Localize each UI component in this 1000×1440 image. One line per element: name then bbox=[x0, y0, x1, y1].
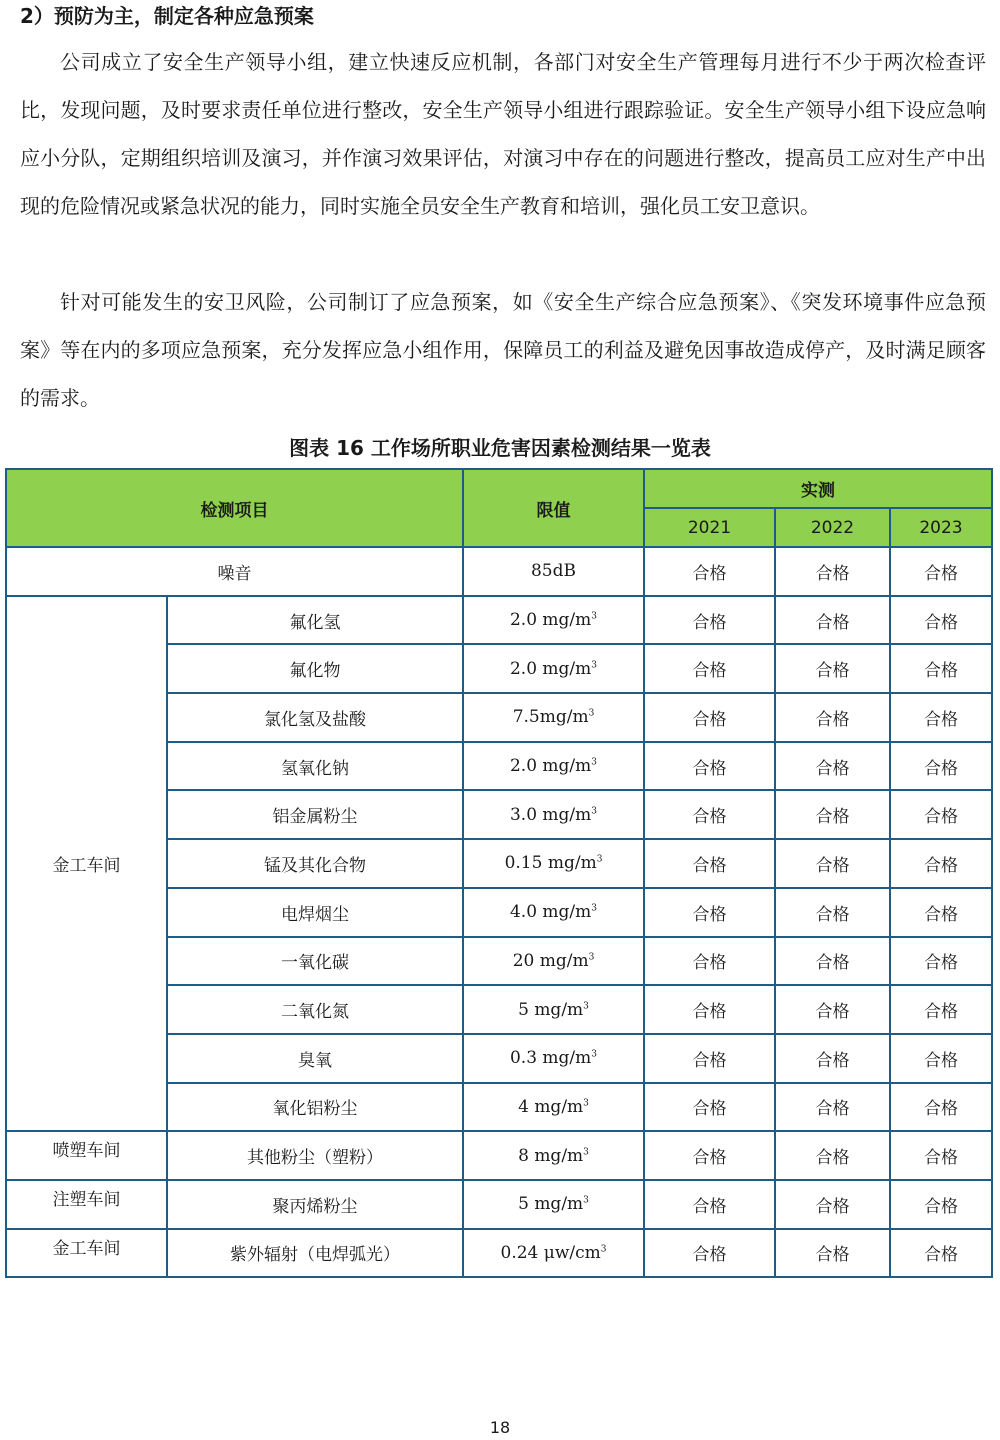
result-cell: 合格 bbox=[775, 742, 890, 791]
result-cell: 合格 bbox=[890, 596, 992, 645]
limit-exponent: 3 bbox=[600, 1244, 607, 1255]
table-caption: 图表 16 工作场所职业危害因素检测结果一览表 bbox=[289, 436, 711, 460]
result-cell: 合格 bbox=[890, 839, 992, 888]
result-cell: 合格 bbox=[644, 547, 775, 596]
item-cell: 紫外辐射（电焊弧光） bbox=[167, 1229, 463, 1278]
limit-value: 4.0 mg/m bbox=[509, 902, 592, 923]
hazard-detection-table bbox=[5, 468, 993, 1278]
limit-exponent: 3 bbox=[591, 806, 598, 817]
limit-value: 2.0 mg/m bbox=[509, 658, 592, 679]
limit-exponent: 3 bbox=[588, 952, 595, 963]
limit-cell bbox=[463, 693, 644, 742]
limit-value: 2.0 mg/m bbox=[509, 756, 592, 777]
limit-cell bbox=[463, 596, 644, 645]
item-cell: 一氧化碳 bbox=[167, 937, 463, 986]
limit-value: 5 mg/m bbox=[518, 1194, 584, 1215]
item-cell: 锰及其化合物 bbox=[167, 839, 463, 888]
limit-value: 20 mg/m bbox=[512, 950, 589, 971]
category-cell: 注塑车间 bbox=[6, 1180, 167, 1229]
result-cell: 合格 bbox=[644, 1131, 775, 1180]
header-year-2021: 2021 bbox=[644, 508, 775, 547]
result-cell: 合格 bbox=[890, 1034, 992, 1083]
limit-value: 7.5mg/m bbox=[512, 707, 589, 728]
result-cell: 合格 bbox=[890, 937, 992, 986]
item-cell: 氯化氢及盐酸 bbox=[167, 693, 463, 742]
result-cell: 合格 bbox=[890, 742, 992, 791]
item-cell: 电焊烟尘 bbox=[167, 888, 463, 937]
result-cell: 合格 bbox=[890, 644, 992, 693]
limit-value: 2.0 mg/m bbox=[509, 610, 592, 631]
paragraph-emergency-plans: 针对可能发生的安卫风险，公司制订了应急预案，如《安全生产综合应急预案》、《突发环境事件应急预案》等在内的多项应急预案，充分发挥应急小组作用，保障员工的利益及避免因事故造成停产，及时满足顾客的需求。 bbox=[20, 290, 986, 410]
result-cell: 合格 bbox=[775, 839, 890, 888]
result-cell: 合格 bbox=[890, 985, 992, 1034]
limit-cell: 85dB bbox=[463, 547, 644, 596]
limit-exponent: 3 bbox=[596, 854, 603, 865]
result-cell: 合格 bbox=[890, 1131, 992, 1180]
limit-exponent: 3 bbox=[591, 611, 598, 622]
item-cell: 聚丙烯粉尘 bbox=[167, 1180, 463, 1229]
result-cell: 合格 bbox=[775, 937, 890, 986]
result-cell: 合格 bbox=[644, 1034, 775, 1083]
limit-cell bbox=[463, 1083, 644, 1132]
result-cell: 合格 bbox=[775, 1229, 890, 1278]
item-cell: 二氧化氮 bbox=[167, 985, 463, 1034]
table-row-noise bbox=[6, 547, 992, 596]
result-cell: 合格 bbox=[775, 596, 890, 645]
limit-exponent: 3 bbox=[588, 708, 595, 719]
result-cell: 合格 bbox=[775, 1034, 890, 1083]
category-cell: 喷塑车间 bbox=[6, 1131, 167, 1180]
limit-value: 0.3 mg/m bbox=[509, 1048, 592, 1069]
limit-value: 4 mg/m bbox=[518, 1096, 584, 1117]
result-cell: 合格 bbox=[775, 693, 890, 742]
result-cell: 合格 bbox=[775, 888, 890, 937]
result-cell: 合格 bbox=[644, 1229, 775, 1278]
result-cell: 合格 bbox=[644, 1083, 775, 1132]
result-cell: 合格 bbox=[644, 839, 775, 888]
result-cell: 合格 bbox=[890, 693, 992, 742]
result-cell: 合格 bbox=[644, 888, 775, 937]
result-cell: 合格 bbox=[775, 1083, 890, 1132]
limit-value: 5 mg/m bbox=[518, 999, 584, 1020]
limit-exponent: 3 bbox=[583, 1000, 589, 1011]
limit-cell bbox=[463, 937, 644, 986]
item-cell: 氟化氢 bbox=[167, 596, 463, 645]
category-cell: 金工车间 bbox=[6, 596, 167, 1132]
item-cell: 其他粉尘（塑粉） bbox=[167, 1131, 463, 1180]
limit-exponent: 3 bbox=[591, 660, 598, 671]
table-row bbox=[6, 1180, 992, 1229]
result-cell: 合格 bbox=[775, 1131, 890, 1180]
limit-cell bbox=[463, 1180, 644, 1229]
result-cell: 合格 bbox=[775, 644, 890, 693]
result-cell: 合格 bbox=[890, 1180, 992, 1229]
limit-exponent: 3 bbox=[591, 903, 598, 914]
limit-exponent: 3 bbox=[591, 757, 598, 768]
item-cell: 氟化物 bbox=[167, 644, 463, 693]
limit-cell bbox=[463, 1034, 644, 1083]
result-cell: 合格 bbox=[775, 985, 890, 1034]
result-cell: 合格 bbox=[775, 547, 890, 596]
header-year-2023: 2023 bbox=[890, 508, 992, 547]
result-cell: 合格 bbox=[644, 644, 775, 693]
header-limit: 限值 bbox=[463, 469, 644, 547]
item-cell: 臭氧 bbox=[167, 1034, 463, 1083]
result-cell: 合格 bbox=[644, 937, 775, 986]
result-cell: 合格 bbox=[644, 693, 775, 742]
table-row bbox=[6, 596, 992, 645]
limit-exponent: 3 bbox=[583, 1098, 589, 1109]
result-cell: 合格 bbox=[775, 790, 890, 839]
limit-cell bbox=[463, 1229, 644, 1278]
result-cell: 合格 bbox=[890, 790, 992, 839]
limit-exponent: 3 bbox=[583, 1146, 589, 1157]
table-row bbox=[6, 1131, 992, 1180]
result-cell: 合格 bbox=[644, 985, 775, 1034]
paragraph-safety-org: 公司成立了安全生产领导小组，建立快速反应机制，各部门对安全生产管理每月进行不少于两次检查评比，发现问题，及时要求责任单位进行整改，安全生产领导小组进行跟踪验证。安全生产领导小组下设应急响应小分队，定期组织培训及演习，并作演习效果评估，对演习中存在的问题进行整改，提高员工应对生产中出现的危险情况或紧急状况的能力，同时实施全员安全生产教育和培训，强化员工安卫意识。 bbox=[20, 50, 986, 218]
result-cell: 合格 bbox=[644, 790, 775, 839]
limit-cell bbox=[463, 888, 644, 937]
limit-exponent: 3 bbox=[591, 1049, 598, 1060]
result-cell: 合格 bbox=[775, 1180, 890, 1229]
limit-value: 8 mg/m bbox=[518, 1145, 584, 1166]
result-cell: 合格 bbox=[644, 1180, 775, 1229]
header-item: 检测项目 bbox=[6, 469, 463, 547]
result-cell: 合格 bbox=[890, 1229, 992, 1278]
section-heading: 2）预防为主，制定各种应急预案 bbox=[20, 4, 314, 28]
result-cell: 合格 bbox=[890, 1083, 992, 1132]
item-cell: 噪音 bbox=[6, 547, 463, 596]
limit-value: 3.0 mg/m bbox=[509, 804, 592, 825]
limit-value: 0.15 mg/m bbox=[504, 853, 597, 874]
item-cell: 氧化铝粉尘 bbox=[167, 1083, 463, 1132]
limit-cell bbox=[463, 644, 644, 693]
item-cell: 铝金属粉尘 bbox=[167, 790, 463, 839]
table-body bbox=[6, 547, 992, 1277]
limit-exponent: 3 bbox=[583, 1195, 589, 1206]
header-year-2022: 2022 bbox=[775, 508, 890, 547]
result-cell: 合格 bbox=[890, 547, 992, 596]
table-row bbox=[6, 1229, 992, 1278]
item-cell: 氢氧化钠 bbox=[167, 742, 463, 791]
result-cell: 合格 bbox=[644, 742, 775, 791]
limit-cell bbox=[463, 790, 644, 839]
limit-cell bbox=[463, 985, 644, 1034]
header-measured: 实测 bbox=[644, 469, 992, 508]
category-cell: 金工车间 bbox=[6, 1229, 167, 1278]
limit-cell bbox=[463, 742, 644, 791]
result-cell: 合格 bbox=[890, 888, 992, 937]
limit-cell bbox=[463, 1131, 644, 1180]
limit-value: 0.24 μw/cm bbox=[500, 1242, 601, 1263]
result-cell: 合格 bbox=[644, 596, 775, 645]
page-number: 18 bbox=[489, 1418, 511, 1437]
limit-cell bbox=[463, 839, 644, 888]
